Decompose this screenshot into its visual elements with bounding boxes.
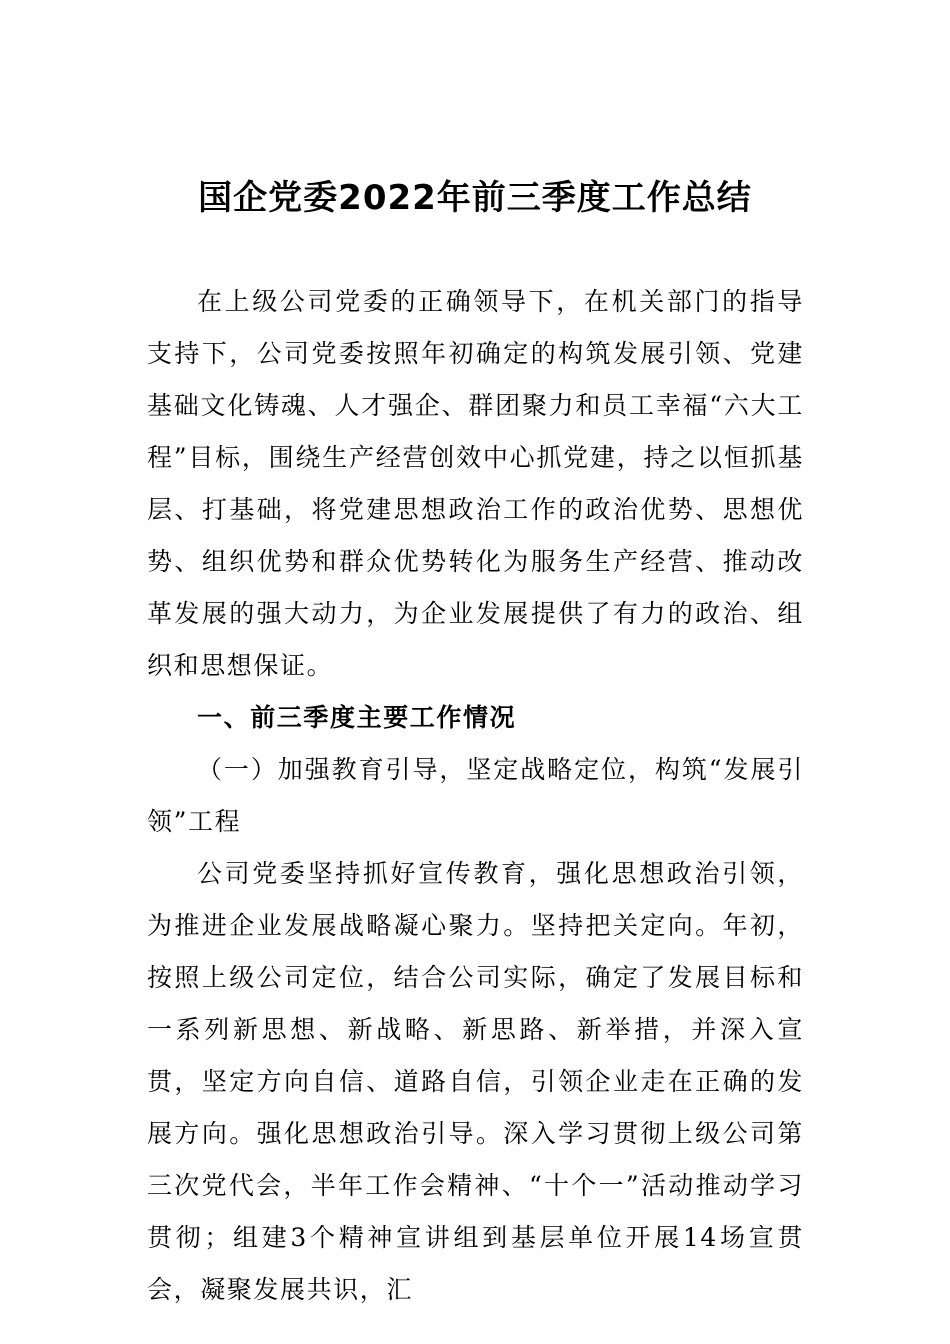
subsection-heading: （一）加强教育引导，坚定战略定位，构筑“发展引领”工程 [147, 755, 804, 836]
intro-paragraph: 在上级公司党委的正确领导下，在机关部门的指导支持下，公司党委按照年初确定的构筑发展引领、党建基础文化铸魂、人才强企、群团聚力和员工幸福“六大工程”目标，围绕生产经营创效中心抓党建，持之以恒抓基层、打基础，将党建思想政治工作的政治优势、思想优势、组织优势和群众优势转化为服务生产经营、推动改革发展的强大动力，为企业发展提供了有力的政治、组织和思想保证。 [147, 287, 804, 680]
section-heading: 一、前三季度主要工作情况 [197, 703, 517, 732]
document-title: 国企党委2022年前三季度工作总结 [198, 178, 752, 218]
document-body [147, 276, 804, 1316]
body-paragraph: 公司党委坚持抓好宣传教育，强化思想政治引领，为推进企业发展战略凝心聚力。坚持把关定向。年初，按照上级公司定位，结合公司实际，确定了发展目标和一系列新思想、新战略、新思路、新举措，并深入宣贯，坚定方向自信、道路自信，引领企业走在正确的发展方向。强化思想政治引导。深入学习贯彻上级公司第三次党代会，半年工作会精神、“十个一”活动推动学习贯彻；组建3个精神宣讲组到基层单位开展14场宣贯会，凝聚发展共识，汇 [147, 859, 804, 1304]
